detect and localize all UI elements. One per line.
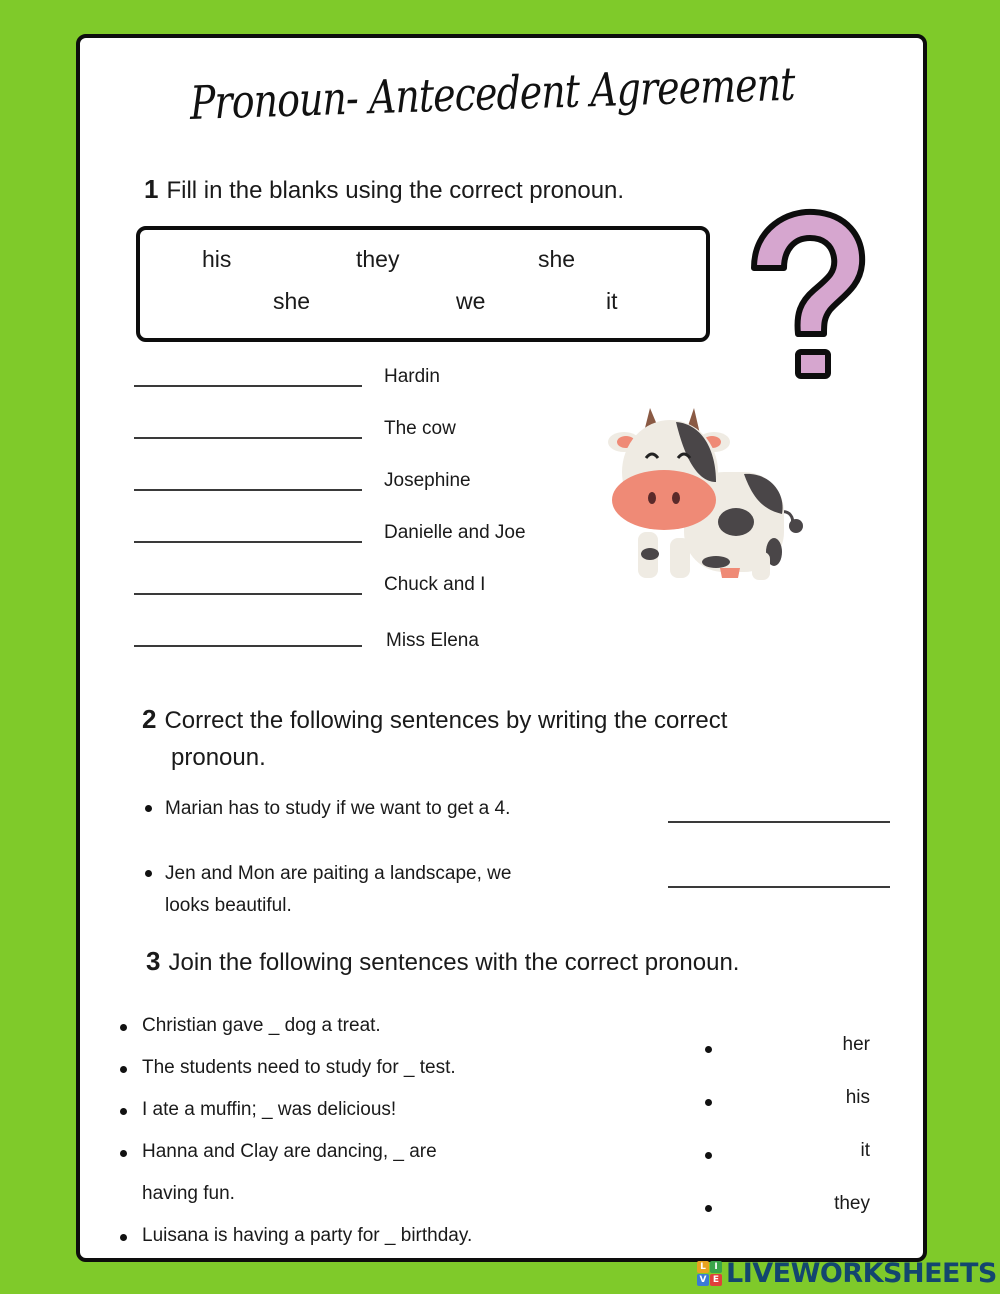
sentence-list bbox=[116, 1008, 596, 1260]
sentence-line: having fun. bbox=[142, 1183, 235, 1204]
sentence-line: Marian has to study if we want to get a 4. bbox=[165, 798, 511, 819]
word-bank-item[interactable]: she bbox=[538, 246, 576, 272]
list-item bbox=[116, 1218, 596, 1260]
answer-blank[interactable] bbox=[134, 645, 362, 647]
list-item bbox=[116, 1008, 596, 1050]
antecedent-label: Hardin bbox=[384, 366, 440, 387]
logo-letter: E bbox=[710, 1274, 722, 1286]
worksheet-title: Pronoun- Antecedent Agreement bbox=[189, 56, 796, 130]
word-bank bbox=[136, 226, 710, 342]
antecedent-label: Miss Elena bbox=[386, 630, 479, 651]
sentence-line: Christian gave _ dog a treat. bbox=[142, 1015, 381, 1036]
section-3-instruction: Join the following sentences with the correct pronoun. bbox=[168, 949, 740, 976]
answer-blank[interactable] bbox=[134, 593, 362, 595]
logo-letter: L bbox=[697, 1261, 709, 1273]
sentence-line: I ate a muffin; _ was delicious! bbox=[142, 1099, 397, 1120]
section-2-heading bbox=[142, 704, 727, 735]
correction-blank[interactable] bbox=[668, 821, 890, 823]
sentence-line: looks beautiful. bbox=[165, 895, 292, 916]
antecedent-label: Josephine bbox=[384, 470, 471, 491]
bullet-icon bbox=[120, 1066, 127, 1073]
cow-icon bbox=[604, 402, 814, 592]
sentence-text bbox=[142, 1136, 437, 1215]
sentence-text bbox=[165, 858, 625, 922]
pronoun-option[interactable]: they bbox=[834, 1193, 870, 1214]
match-dot[interactable] bbox=[705, 1152, 712, 1159]
word-bank-item[interactable]: they bbox=[356, 246, 400, 272]
pronoun-option[interactable]: it bbox=[860, 1140, 870, 1161]
bullet-icon bbox=[120, 1234, 127, 1241]
sentence-line: Hanna and Clay are dancing, _ are bbox=[142, 1141, 437, 1162]
answer-blank[interactable] bbox=[134, 437, 362, 439]
section-3-number: 3 bbox=[146, 946, 161, 976]
logo-blocks-icon bbox=[697, 1261, 722, 1286]
section-2-instruction-cont: pronoun. bbox=[171, 744, 266, 771]
match-dot[interactable] bbox=[705, 1205, 712, 1212]
section-1-heading bbox=[144, 174, 624, 205]
bullet-icon bbox=[145, 870, 152, 877]
antecedent-label: Danielle and Joe bbox=[384, 522, 526, 543]
section-1-number: 1 bbox=[144, 174, 159, 204]
pronoun-option[interactable]: his bbox=[845, 1087, 870, 1108]
answer-blank[interactable] bbox=[134, 489, 362, 491]
section-2-instruction: Correct the following sentences by writing the correct bbox=[164, 707, 728, 734]
word-bank-item[interactable]: it bbox=[606, 288, 618, 314]
question-mark-icon bbox=[744, 206, 868, 386]
section-3-heading bbox=[146, 946, 739, 977]
list-item bbox=[116, 1050, 596, 1092]
liveworksheets-logo[interactable] bbox=[697, 1258, 997, 1289]
section-1-instruction: Fill in the blanks using the correct pronoun. bbox=[166, 177, 625, 204]
word-bank-item[interactable]: she bbox=[273, 288, 311, 314]
sentence-line: The students need to study for _ test. bbox=[142, 1057, 456, 1078]
bullet-icon bbox=[145, 805, 152, 812]
worksheet-page bbox=[76, 34, 927, 1262]
antecedent-label: The cow bbox=[384, 418, 456, 439]
word-bank-item[interactable]: we bbox=[456, 288, 486, 314]
bullet-icon bbox=[120, 1150, 127, 1157]
bullet-icon bbox=[120, 1024, 127, 1031]
logo-letter: I bbox=[710, 1261, 722, 1273]
logo-text: LIVEWORKSHEETS bbox=[726, 1258, 997, 1289]
correction-blank[interactable] bbox=[668, 886, 890, 888]
sentence-line: Luisana is having a party for _ birthday. bbox=[142, 1225, 473, 1246]
antecedent-label: Chuck and I bbox=[384, 574, 486, 595]
answer-blank[interactable] bbox=[134, 541, 362, 543]
sentence-line: Jen and Mon are paiting a landscape, we bbox=[165, 863, 512, 884]
list-item bbox=[116, 1092, 596, 1134]
sentence-text bbox=[165, 793, 625, 825]
match-dot[interactable] bbox=[705, 1046, 712, 1053]
pronoun-option[interactable]: her bbox=[842, 1034, 870, 1055]
bullet-icon bbox=[120, 1108, 127, 1115]
word-bank-item[interactable]: his bbox=[202, 246, 232, 272]
list-item bbox=[116, 1134, 596, 1218]
logo-letter: V bbox=[697, 1274, 709, 1286]
section-2-number: 2 bbox=[142, 704, 157, 734]
match-dot[interactable] bbox=[705, 1099, 712, 1106]
answer-blank[interactable] bbox=[134, 385, 362, 387]
